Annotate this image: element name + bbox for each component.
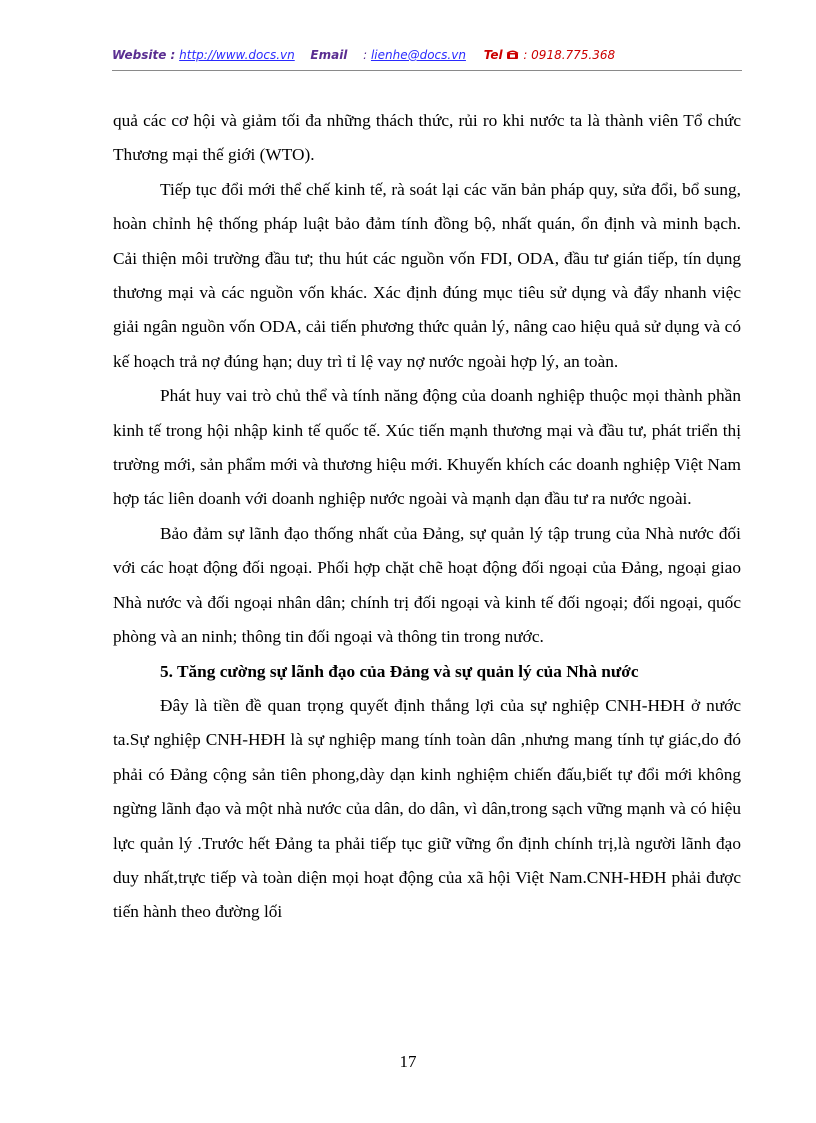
email-separator: : — [363, 48, 368, 62]
page-header — [112, 48, 742, 70]
paragraph: Tiếp tục đổi mới thể chế kinh tế, rà soát lại các văn bản pháp quy, sửa đổi, bổ sung, hoàn chỉnh hệ thống pháp luật bảo đảm tính đồng bộ, nhất quán, ổn định và minh bạch. Cải thiện môi trường đầu tư; thu hút các nguồn vốn FDI, ODA, đầu tư gián tiếp, tín dụng thương mại và các nguồn vốn khác. Xác định đúng mục tiêu sử dụng và đẩy nhanh việc giải ngân nguồn vốn ODA, cải tiến phương thức quản lý, nâng cao hiệu quả sử dụng và có kế hoạch trả nợ đúng hạn; duy trì tỉ lệ vay nợ nước ngoài hợp lý, an toàn. — [113, 179, 741, 371]
email-link[interactable]: lienhe@docs.vn — [370, 48, 466, 62]
tel-label: Tel — [483, 48, 503, 62]
website-link[interactable]: http://www.docs.vn — [179, 48, 295, 62]
phone-icon — [506, 48, 519, 62]
document-body — [113, 104, 741, 930]
paragraph: Bảo đảm sự lãnh đạo thống nhất của Đảng, sự quản lý tập trung của Nhà nước đối với các hoạt động đối ngoại. Phối hợp chặt chẽ hoạt động đối ngoại của Đảng, ngoại giao Nhà nước và đối ngoại nhân dân; chính trị đối ngoại và kinh tế đối ngoại; đối ngoại, quốc phòng và an ninh; thông tin đối ngoại và thông tin trong nước. — [113, 523, 741, 647]
email-label: Email — [310, 48, 348, 62]
paragraph-continuation: quả các cơ hội và giảm tối đa những thách thức, rủi ro khi nước ta là thành viên Tổ chức Thương mại thế giới (WTO). — [113, 111, 741, 165]
phone-number: : 0918.775.368 — [523, 48, 616, 62]
header-divider — [112, 70, 742, 71]
website-label: Website : — [112, 48, 176, 62]
page-number: 17 — [399, 1052, 417, 1071]
section-heading: 5. Tăng cường sự lãnh đạo của Đảng và sự quản lý của Nhà nước — [160, 661, 639, 681]
paragraph: Phát huy vai trò chủ thể và tính năng động của doanh nghiệp thuộc mọi thành phần kinh tế trong hội nhập kinh tế quốc tế. Xúc tiến mạnh thương mại và đầu tư, phát triển thị trường mới, sản phẩm mới và thương hiệu mới. Khuyến khích các doanh nghiệp Việt Nam hợp tác liên doanh với doanh nghiệp nước ngoài và mạnh dạn đầu tư ra nước ngoài. — [113, 386, 741, 509]
paragraph: Đây là tiền đề quan trọng quyết định thắng lợi của sự nghiệp CNH-HĐH ở nước ta.Sự nghiệp CNH-HĐH là sự nghiệp mang tính toàn dân ,nhưng mang tính tự giác,do đó phải có Đảng cộng sản tiên phong,dày dạn kinh nghiệm chiến đấu,biết tự đổi mới không ngừng lãnh đạo và một nhà nước của dân, do dân, vì dân,trong sạch vững mạnh và có hiệu lực quản lý .Trước hết Đảng ta phải tiếp tục giữ vững ổn định chính trị,là người lãnh đạo duy nhất,trực tiếp và toàn diện mọi hoạt động của xã hội Việt Nam.CNH-HĐH phải được tiến hành theo đường lối — [113, 695, 741, 922]
